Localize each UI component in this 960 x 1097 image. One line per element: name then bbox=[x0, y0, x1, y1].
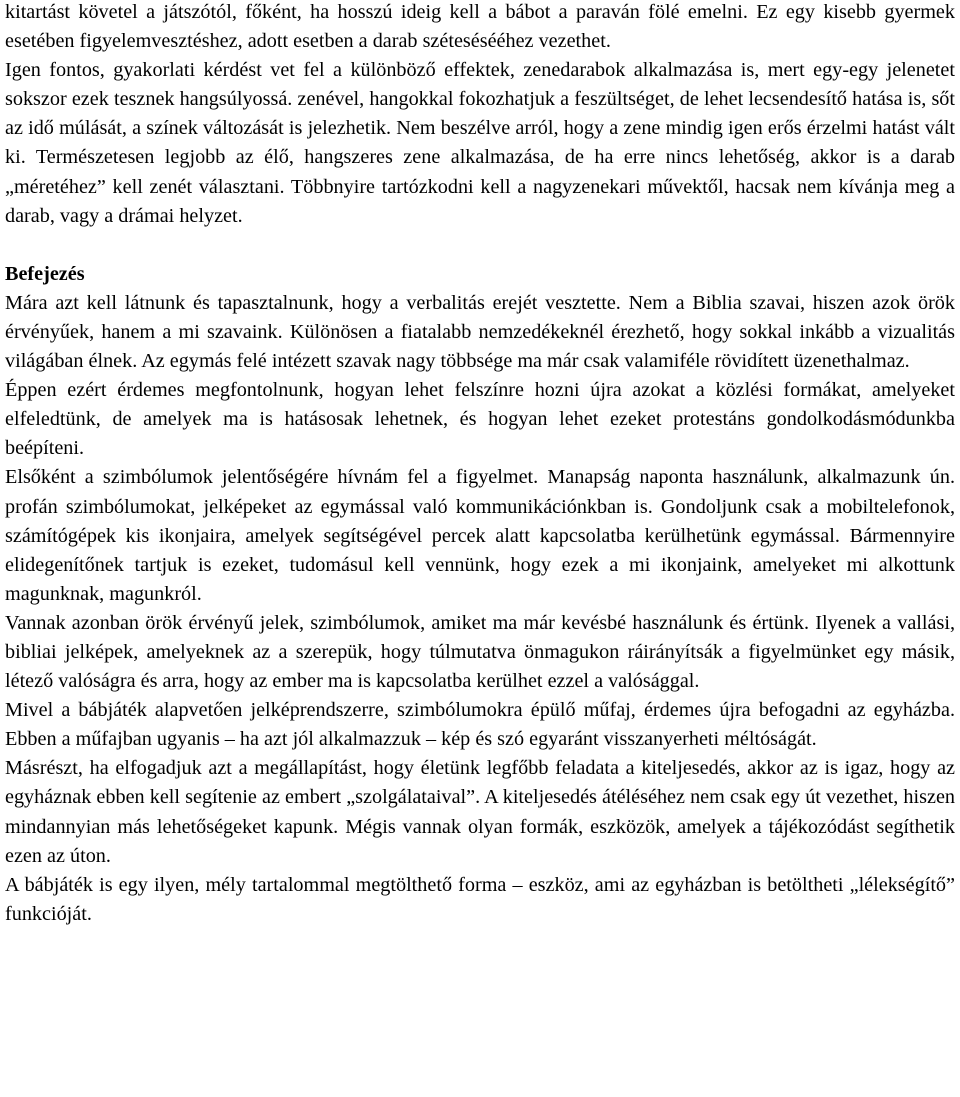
paragraph: Vannak azonban örök érvényű jelek, szimbólumok, amiket ma már kevésbé használunk és értünk. Ilyenek a vallási, bibliai jelképek, amelyeknek az a szerepük, hogy túlmutatva önmagukon ráirányítsák a figyelmünket egy másik, létező valóságra és arra, hogy az ember ma is kapcsolatba kerülhet ezzel a valósággal. bbox=[5, 611, 955, 693]
paragraph: A bábjáték is egy ilyen, mély tartalommal megtölthető forma – eszköz, ami az egyházban is betöltheti „lélekségítő” funkcióját. bbox=[5, 873, 955, 925]
paragraph: kitartást követel a játszótól, főként, ha hosszú ideig kell a bábot a paraván fölé emelni. Ez egy kisebb gyermek esetében figyelemvesztéshez, adott esetben a darab szétesésééhez vezethet. bbox=[5, 1, 955, 53]
paragraph: Mivel a bábjáték alapvetően jelképrendszerre, szimbólumokra épülő műfaj, érdemes újra befogadni az egyházba. Ebben a műfajban ugyanis – ha azt jól alkalmazzuk – kép és szó egyaránt visszanyerheti méltóságát. bbox=[5, 699, 955, 751]
paragraph: Éppen ezért érdemes megfontolnunk, hogyan lehet felszínre hozni újra azokat a közlési formákat, amelyeket elfeledtünk, de amelyek ma is hatásosak lehetnek, és hogyan lehet ezeket protestáns gondolkodásmódunkba beépíteni. bbox=[5, 379, 955, 460]
section-spacer bbox=[5, 231, 955, 260]
document-page bbox=[5, 0, 955, 929]
paragraph: Mára azt kell látnunk és tapasztalnunk, hogy a verbalitás erejét vesztette. Nem a Biblia szavai, hiszen azok örök érvényűek, hanem a mi szavaink. Különösen a fiatalabb nemzedékeknél érezhető, hogy sokkal inkább a vizualitás világában élnek. Az egymás felé intézett szavak nagy többsége ma már csak valamiféle rövidített üzenethalmaz. bbox=[5, 291, 955, 373]
paragraph: Igen fontos, gyakorlati kérdést vet fel a különböző effektek, zenedarabok alkalmazása is, mert egy-egy jelenetet sokszor ezek tesznek hangsúlyossá. zenével, hangokkal fokozhatjuk a feszültséget, de lehet lecsendesítő hatása is, sőt az idő múlását, a színek változását is jelezhetik. Nem beszélve arról, hogy a zene mindig igen erős érzelmi hatást vált ki. Természetesen legjobb az élő, hangszeres zene alkalmazása, de ha erre nincs lehetőség, akkor is a darab „méretéhez” kell zenét választani. Többnyire tartózkodni kell a nagyzenekari művektől, hacsak nem kívánja meg a darab, vagy a drámai helyzet. bbox=[5, 59, 955, 227]
section-heading: Befejezés bbox=[5, 262, 85, 285]
paragraph: Elsőként a szimbólumok jelentőségére hívnám fel a figyelmet. Manapság naponta használunk, alkalmazunk ún. profán szimbólumokat, jelképeket az egymással való kommunikációnkban is. Gondoljunk csak a mobiltelefonok, számítógépek kis ikonjaira, amelyek segítségével percek alatt kapcsolatba kerülhetünk egymással. Bármennyire elidegenítőnek tartjuk is ezeket, tudomásul kell vennünk, hogy ezek a mi ikonjaink, amelyeket mi alkottunk magunknak, magunkról. bbox=[5, 466, 955, 605]
paragraph: Másrészt, ha elfogadjuk azt a megállapítást, hogy életünk legfőbb feladata a kiteljesedés, akkor az is igaz, hogy az egyháznak ebben kell segítenie az embert „szolgálataival”. A kiteljesedés átéléséhez nem csak egy út vezethet, hiszen mindannyian más lehetőségeket kapunk. Mégis vannak olyan formák, eszközök, amelyek a tájékozódást segíthetik ezen az úton. bbox=[5, 757, 955, 867]
